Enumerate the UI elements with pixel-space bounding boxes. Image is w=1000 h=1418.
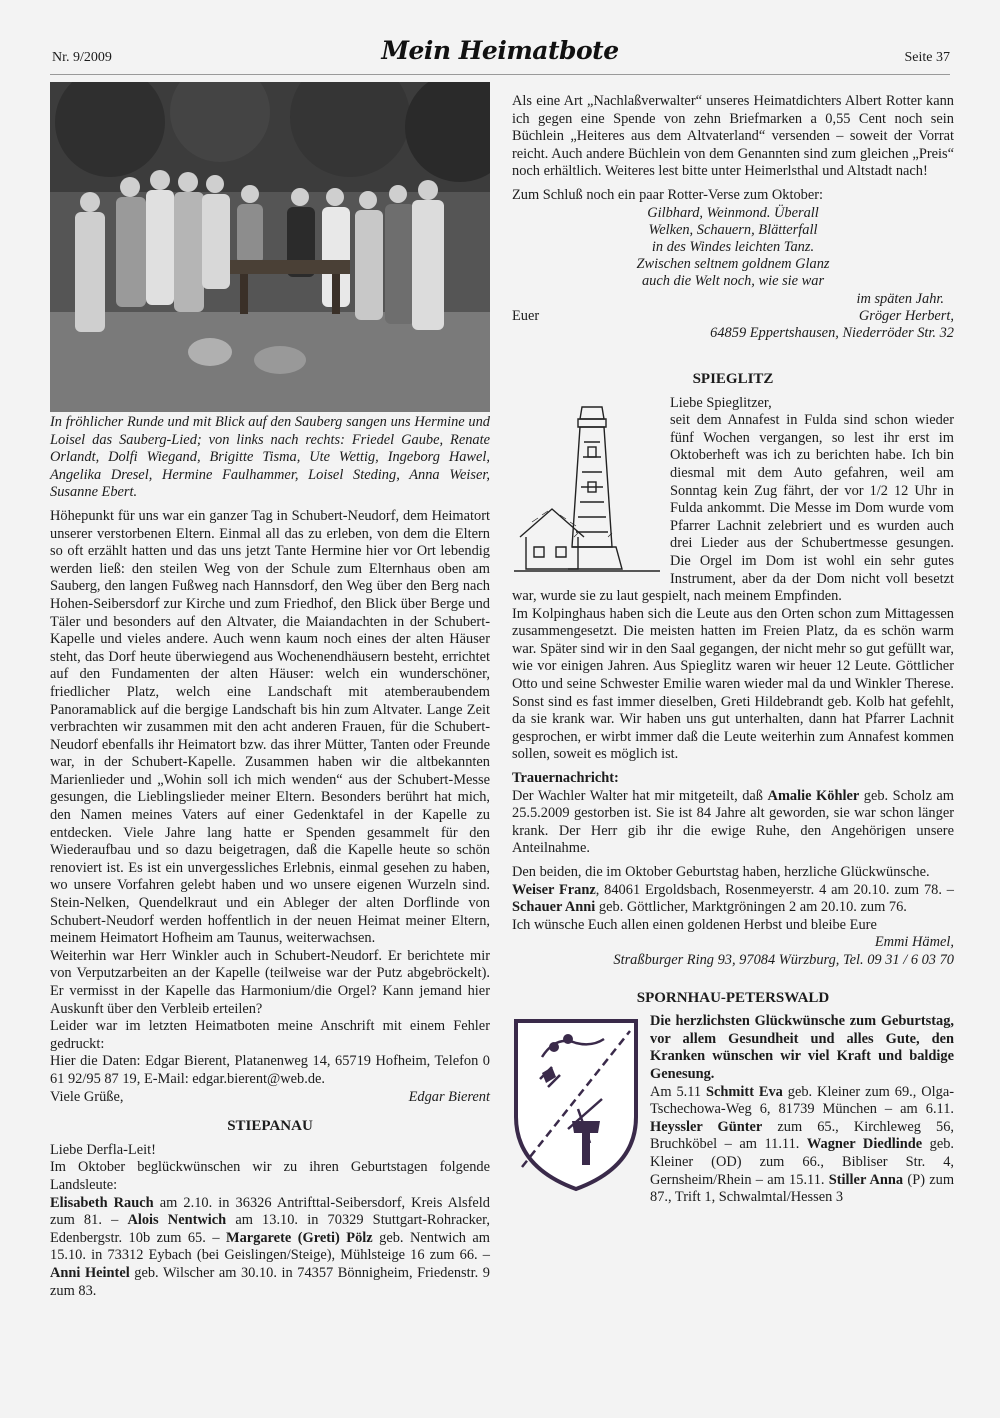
verse-line: Gilbhard, Weinmond. Überall — [647, 204, 819, 221]
birthday-name: Schauer Anni — [512, 899, 596, 916]
coat-of-arms-icon — [512, 1017, 640, 1193]
greeting: Viele Grüße, — [50, 1088, 124, 1105]
spornhau-greeting: Die herzlichsten Glückwünsche zum Geburtstag, vor allem Gesundheit und alles Gute, den Kranken wünschen wir viel Kraft und baldige Genesung. — [650, 1013, 954, 1082]
winkler-paragraph: Weiterhin war Herr Winkler auch in Schubert-Neudorf. Er berichtete mir von Verputzarbeiten an der Kapelle (teilweise war der Putz abgebröckelt). Er vermisst in der Kapelle das Harmonium/die Orgel? Kann jemand hier Auskunft über den Verbleib erteilen? — [50, 947, 490, 1017]
birthday-name: Margarete (Greti) Pölz — [226, 1229, 373, 1246]
page-number: Seite 37 — [904, 50, 950, 65]
photo-caption: In fröhlicher Runde und mit Blick auf den Sauberg sangen uns Hermine und Loisel das Sauberg-Lied; von links nach rechts: Friedel Gaube, Renate Orlandt, Dolfi Wiegand, Brigitte Tisma, Ute Wettig, Ingeborg Hawel, Angelika Dresel, Hermine Faulhammer, Loisel Steding, Anna Weiser, Susanne Ebert. — [50, 414, 490, 501]
signature-haemel: Emmi Hämel, — [874, 934, 954, 951]
issue-number: Nr. 9/2009 — [52, 50, 112, 65]
trauer-text: geb. Scholz am 25.5.2009 gestorben ist. Sie ist 84 Jahre alt geworden, sie war schon länger krank. Der Herr gib ihr die ewige Ruhe, den Angehörigen unsere Anteilnahme. — [512, 787, 954, 857]
right-column — [512, 93, 954, 1207]
spieglitz-paragraph-2: Im Kolpinghaus haben sich die Leute aus den Orten schon zum Mittagessen zusammengesetzt. Die meisten hatten im Freien Platz, da es schön warm war. Später sind wir in den Saal gegangen, der nicht mehr so gut gefüllt war, wie vor einigen Jahren. Aus Spieglitz waren wir heuer 12 Leute. Göttlicher Otto und seine Schwester Emilie waren wieder mal da und Winkler Therese. Sonst sind es fast immer dieselben, Greti Hildebrandt geb. Kolb hat gefehlt, da sie krank war. Wir haben uns gut unterhalten, dann hat Pfarrer Lachnit gesprochen, er wirbt immer daß die Leute weiterhin zum Annafest kommen sollen, soweit es möglich ist. — [512, 605, 954, 763]
stiepanau-birthdays — [50, 1195, 490, 1301]
signature-groeger-address: 64859 Eppertshausen, Niederröder Str. 32 — [710, 325, 954, 342]
section-title-spieglitz: SPIEGLITZ — [692, 370, 774, 387]
birthday-text: Am 5.11 — [650, 1083, 707, 1100]
verse-line: Zwischen seltnem goldnem Glanz — [636, 256, 830, 273]
birthday-text: geb. Nentwich am 15.10. in 73312 Eybach (bei Geislingen/Steige), Mühlsteige 16 zum 66. – — [50, 1229, 490, 1264]
group-photo-icon — [50, 82, 490, 412]
birthday-text: geb. Wilscher am 30.10. in 74357 Bönnigheim, Friedenstr. 9 zum 83. — [50, 1264, 490, 1299]
birthday-text: (P) zum 87., Trift 1, Schwalmtal/Hessen 3 — [650, 1171, 955, 1206]
birthday-name: Stiller Anna — [828, 1171, 904, 1188]
spieglitz-paragraph-1: seit dem Annafest in Fulda sind schon wieder fünf Wochen vergangen, so lest ihr erst im Oktoberheft was ich zu berichten habe. Ich bin diesmal mit dem Auto gefahren, weil am Sonntag kein Zug fährt, der vor 1/2 12 Uhr in Fulda ankommt. Die Messe im Dom wurde vom Pfarrer Lachnit zelebriert und es wurden auch drei Lieder aus der Schubertmesse gesungen. Die Orgel im Dom ist wohl ein sehr gutes Instrument, aber da der Dom nicht voll besetzt war, wurde sie zu laut gespielt, nach meinem Empfinden. — [512, 412, 954, 605]
birthday-name: Alois Nentwich — [127, 1212, 227, 1229]
birthday-text: geb. Kleiner zum 69., Olga-Tschechowa-Weg 6, 81739 München – am 6.11. — [650, 1083, 954, 1118]
stiepanau-intro: Im Oktober beglückwünschen wir zu ihren Geburtstagen folgende Landsleute: — [50, 1159, 490, 1193]
birthday-name: Schmitt Eva — [706, 1083, 783, 1100]
trauer-text: Der Wachler Walter hat mir mitgeteilt, daß — [512, 787, 768, 804]
birthday-name: Elisabeth Rauch — [50, 1194, 154, 1211]
birthday-text: am 13.10. in 70329 Stuttgart-Rohracker, Edenbergstr. 10b zum 65. – — [50, 1212, 490, 1246]
signature-groeger: Gröger Herbert, — [858, 307, 954, 324]
closing-line: Ich wünsche Euch allen einen goldenen Herbst und bleibe Eure — [512, 916, 877, 933]
signature-haemel-address: Straßburger Ring 93, 97084 Würzburg, Tel. 09 31 / 6 03 70 — [613, 951, 954, 968]
spieglitz-birthdays — [512, 882, 954, 917]
rotter-verse — [512, 205, 954, 308]
birthday-intro: Den beiden, die im Oktober Geburtstag haben, herzliche Glückwünsche. — [512, 864, 930, 880]
birthday-name: Heyssler Günter — [650, 1118, 763, 1135]
trauer-paragraph — [512, 788, 954, 858]
contact-details: Hier die Daten: Edgar Bierent, Platanenweg 14, 65719 Hofheim, Telefon 0 61 92/95 87 19, E-Mail: edgar.bierent@web.de. — [50, 1053, 490, 1087]
birthday-text: , 84061 Ergoldsbach, Rosenmeyerstr. 4 am 20.10. zum 78. – — [595, 881, 955, 898]
birthday-name: Weiser Franz — [512, 881, 596, 898]
header-rule — [50, 74, 950, 75]
birthday-text: am 2.10. in 36326 Antrifttal-Seibersdorf, Kreis Alsfeld zum 81. – — [50, 1194, 491, 1229]
group-photo — [50, 82, 490, 412]
spieglitz-salutation: Liebe Spieglitzer, — [670, 394, 772, 411]
rotter-intro: Als eine Art „Nachlaßverwalter“ unseres Heimatdichters Albert Rotter kann ich gegen eine Spende von zehn Briefmarken a 0,55 Cent noch sein Büchlein „Heiteres aus dem Altvaterland“ versenden – soweit der Vorrat reicht. Auch andere Büchlein von dem Genannten sind zum gleichen „Preis“ noch erhältlich. Weiteres lest bitte unter Heimerlsthal und Altstadt nach! — [512, 93, 954, 180]
birthday-text: geb. Göttlicher, Marktgröningen 2 am 20.10. zum 76. — [595, 899, 907, 916]
schubert-neudorf-paragraph: Höhepunkt für uns war ein ganzer Tag in Schubert-Neudorf, dem Heimatort unserer verstorbenen Eltern. Einmal all das zu erleben, von dem die Eltern so oft erzählt hatten und das uns jetzt Tante Hermine hier vor Ort lebendig werden ließ: den steilen Weg von der Schule zum Elternhaus oben am Sauberg, den langen Fußweg nach Hannsdorf, den Weg über den Berg nach Hohen-Seibersdorf zur Kirche und zum Friedhof, den Blick über Berge und Täler und besonders auf den Altvater, die Maiandachten in der Schubert-Kapelle und vieles andere. Auch wenn kaum noch eines der alten Häuser steht, das Dorf heute überwiegend aus Wochenendhäusern besteht, errichtet auf den Fundamenten der alten Häuser: welch ein wunderschöner, friedlicher Platz, welch eine Landschaft mit atemberaubendem Panoramablick auf die bergige Landschaft bis hin zum Altvater. Lange Zeit verbrachten wir zusammen mit den acht anderen Frauen, für die Schubert-Neudorf ebenfalls ihr Heimatort bzw. das ihrer Mütter, Tanten oder Freunde war, in der Schubert-Kapelle. Zusammen haben wir die altbekannten Marienlieder und „Wohin soll ich mich wenden“ aus der Schubert-Messe gesungen, die Lieblingslieder meiner Eltern. Besonders berührt hat mich, den Namen meines Vaters auf einer Gedenktafel in der Kapelle zu entdecken. Viele Jahre lang hatte er Spenden gesammelt für den Wiederaufbau und so dazu beigetragen, daß die Kapelle heute so schön renoviert ist. Es ist ein unvergessliches Erlebnis, einmal gesehen zu haben, wo unsere Vorfahren gelebt haben und wo unsere eigenen Wurzeln sind. Stein-Nelken, Quendelkraut und ein Ableger der alten Dorflinde von Schubert-Neudorf werden hoffentlich in der neuen Heimat meiner Eltern, meinem Heimatort Hofheim am Taunus, weiterwachsen. — [50, 507, 490, 947]
section-title-stiepanau: STIEPANAU — [227, 1118, 313, 1135]
lookout-tower-icon — [512, 397, 662, 577]
trauer-heading: Trauernachricht: — [512, 770, 619, 787]
address-error-paragraph: Leider war im letzten Heimatboten meine Anschrift mit einem Fehler gedruckt: — [50, 1018, 490, 1052]
verse-line: im späten Jahr. — [856, 290, 944, 307]
verse-line: Welken, Schauern, Blätterfall — [648, 221, 818, 238]
verse-line: in des Windes leichten Tanz. — [651, 238, 815, 255]
verse-line: auch die Welt noch, wie sie war — [641, 273, 825, 290]
birthday-text: geb. Kleiner (OD) zum 66., Bibliser Str. 4, Gernsheim/Rhein – am 15.11. — [650, 1136, 955, 1188]
left-column — [50, 82, 490, 1300]
stiepanau-salutation: Liebe Derfla-Leit! — [50, 1141, 156, 1158]
section-title-spornhau: SPORNHAU-PETERSWALD — [636, 989, 830, 1006]
masthead-title: Mein Heimatbote — [381, 36, 619, 65]
signature-bierent: Edgar Bierent — [408, 1088, 490, 1105]
birthday-text: zum 65., Kirchleweg 56, Bruchköbel – am 11.11. — [650, 1118, 954, 1153]
verses-intro: Zum Schluß noch ein paar Rotter-Verse zum Oktober: — [512, 186, 824, 203]
closing-euer: Euer — [512, 307, 540, 324]
birthday-name: Wagner Diedlinde — [806, 1136, 923, 1153]
deceased-name: Amalie Köhler — [767, 787, 860, 804]
birthday-name: Anni Heintel — [50, 1264, 130, 1281]
